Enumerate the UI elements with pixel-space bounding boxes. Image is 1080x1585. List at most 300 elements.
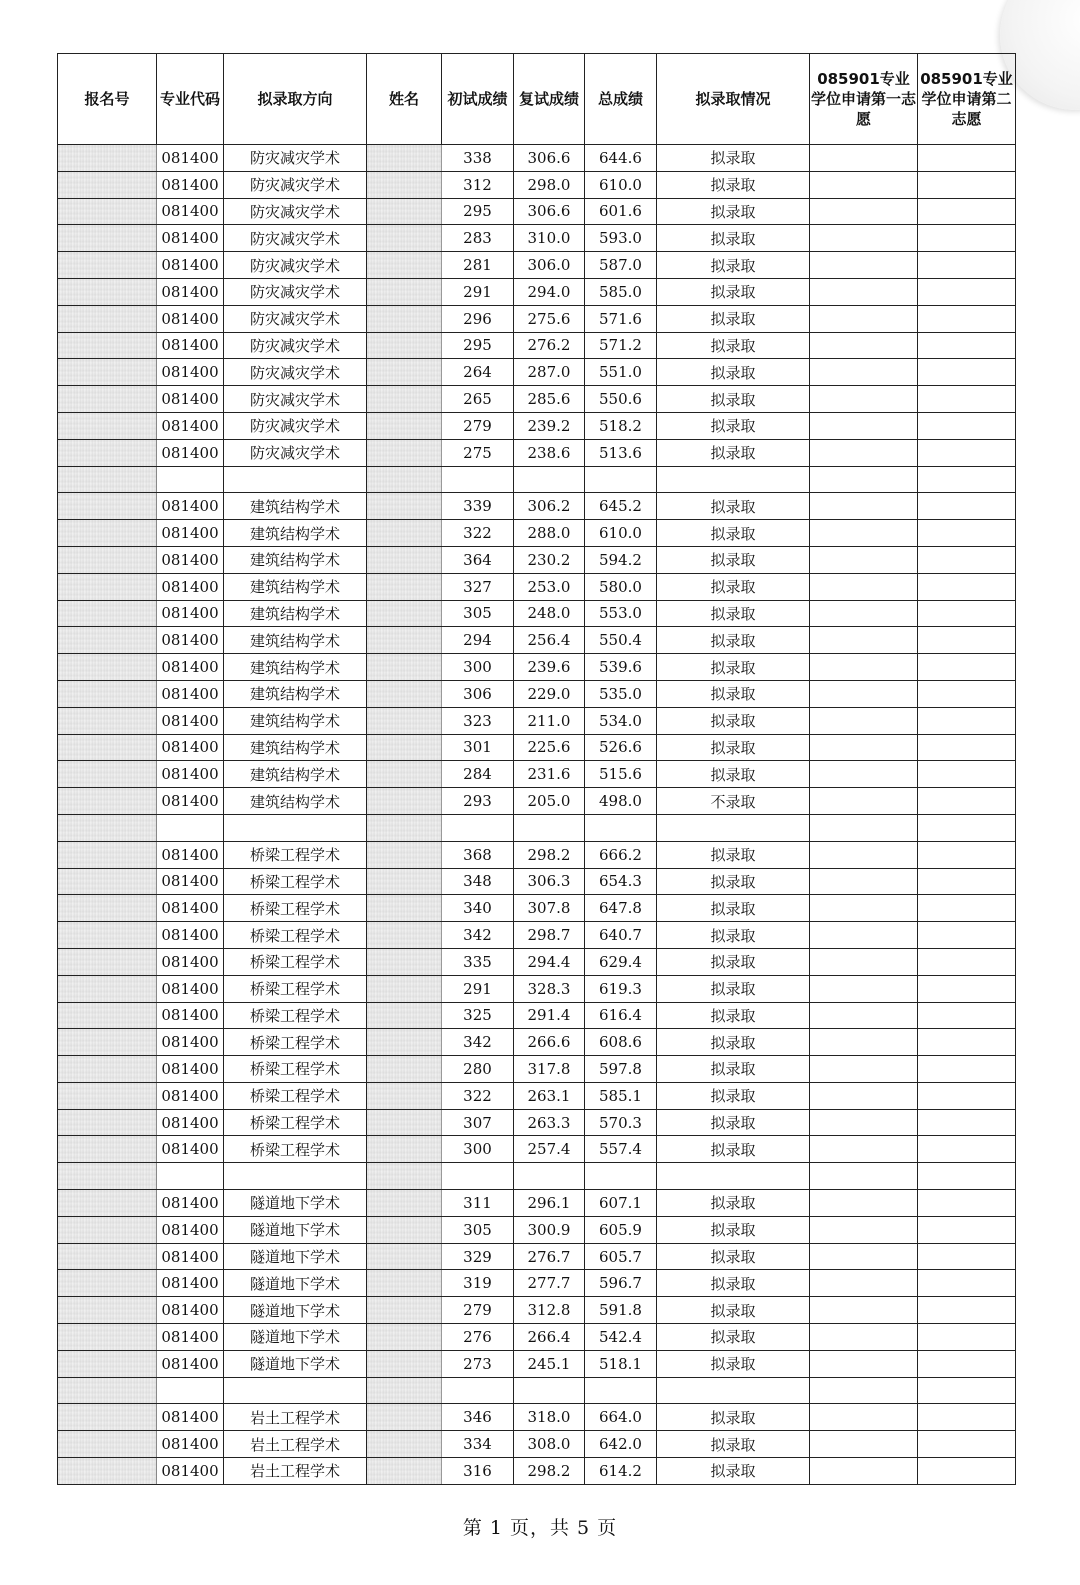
table-row: [58, 171, 1016, 198]
major-code-cell: 081400: [157, 493, 224, 520]
registration-number-cell: [58, 573, 157, 600]
header-cell: 专业代码: [157, 54, 224, 145]
direction-cell: 防灾减灾学术: [224, 305, 367, 332]
total-score-cell: [585, 1163, 657, 1190]
table-row: [58, 654, 1016, 681]
second-choice-cell: [918, 707, 1016, 734]
admission-status-cell: [657, 1163, 810, 1190]
direction-cell: 防灾减灾学术: [224, 171, 367, 198]
header-cell: 拟录取方向: [224, 54, 367, 145]
admission-status-cell: 拟录取: [657, 895, 810, 922]
admission-status-cell: 拟录取: [657, 1297, 810, 1324]
first-choice-cell: [810, 573, 918, 600]
direction-cell: 隧道地下学术: [224, 1350, 367, 1377]
total-score-cell: 596.7: [585, 1270, 657, 1297]
name-cell: [367, 814, 442, 841]
initial-score-cell: 265: [442, 386, 514, 413]
first-choice-cell: [810, 975, 918, 1002]
direction-cell: 建筑结构学术: [224, 707, 367, 734]
name-cell: [367, 975, 442, 1002]
direction-cell: 隧道地下学术: [224, 1190, 367, 1217]
retest-score-cell: 248.0: [514, 600, 585, 627]
registration-number-cell: [58, 1297, 157, 1324]
total-score-cell: 539.6: [585, 654, 657, 681]
admission-status-cell: 拟录取: [657, 1270, 810, 1297]
major-code-cell: 081400: [157, 305, 224, 332]
major-code-cell: [157, 466, 224, 493]
table-row: [58, 1190, 1016, 1217]
table-row: [58, 1297, 1016, 1324]
initial-score-cell: 368: [442, 841, 514, 868]
major-code-cell: 081400: [157, 680, 224, 707]
direction-cell: 岩土工程学术: [224, 1404, 367, 1431]
total-score-cell: 594.2: [585, 546, 657, 573]
total-score-cell: 647.8: [585, 895, 657, 922]
second-choice-cell: [918, 1029, 1016, 1056]
name-cell: [367, 1324, 442, 1351]
name-cell: [367, 1109, 442, 1136]
admission-status-cell: 拟录取: [657, 171, 810, 198]
retest-score-cell: 263.3: [514, 1109, 585, 1136]
registration-number-cell: [58, 734, 157, 761]
retest-score-cell: 312.8: [514, 1297, 585, 1324]
initial-score-cell: 346: [442, 1404, 514, 1431]
table-row: [58, 1377, 1016, 1404]
major-code-cell: 081400: [157, 573, 224, 600]
first-choice-cell: [810, 1431, 918, 1458]
name-cell: [367, 895, 442, 922]
total-score-cell: 610.0: [585, 171, 657, 198]
total-score-cell: 580.0: [585, 573, 657, 600]
first-choice-cell: [810, 1297, 918, 1324]
first-choice-cell: [810, 1082, 918, 1109]
direction-cell: 桥梁工程学术: [224, 1002, 367, 1029]
name-cell: [367, 1243, 442, 1270]
admission-status-cell: 拟录取: [657, 520, 810, 547]
total-score-cell: 550.6: [585, 386, 657, 413]
total-score-cell: 614.2: [585, 1458, 657, 1485]
second-choice-cell: [918, 680, 1016, 707]
first-choice-cell: [810, 305, 918, 332]
direction-cell: 建筑结构学术: [224, 493, 367, 520]
admission-status-cell: 拟录取: [657, 1082, 810, 1109]
retest-score-cell: 306.2: [514, 493, 585, 520]
header-cell: 初试成绩: [442, 54, 514, 145]
registration-number-cell: [58, 171, 157, 198]
retest-score-cell: 328.3: [514, 975, 585, 1002]
registration-number-cell: [58, 922, 157, 949]
first-choice-cell: [810, 895, 918, 922]
admission-status-cell: 拟录取: [657, 1350, 810, 1377]
direction-cell: 桥梁工程学术: [224, 948, 367, 975]
registration-number-cell: [58, 600, 157, 627]
registration-number-cell: [58, 1324, 157, 1351]
registration-number-cell: [58, 895, 157, 922]
name-cell: [367, 1216, 442, 1243]
name-cell: [367, 1002, 442, 1029]
major-code-cell: 081400: [157, 1404, 224, 1431]
registration-number-cell: [58, 1056, 157, 1083]
second-choice-cell: [918, 145, 1016, 172]
registration-number-cell: [58, 1270, 157, 1297]
name-cell: [367, 1431, 442, 1458]
registration-number-cell: [58, 278, 157, 305]
total-score-cell: 645.2: [585, 493, 657, 520]
table-row: [58, 198, 1016, 225]
registration-number-cell: [58, 1109, 157, 1136]
table-row: [58, 600, 1016, 627]
total-score-cell: 534.0: [585, 707, 657, 734]
page-number: 第 1 页，共 5 页: [462, 1517, 618, 1539]
major-code-cell: 081400: [157, 600, 224, 627]
second-choice-cell: [918, 305, 1016, 332]
registration-number-cell: [58, 1377, 157, 1404]
second-choice-cell: [918, 1056, 1016, 1083]
name-cell: [367, 627, 442, 654]
retest-score-cell: 318.0: [514, 1404, 585, 1431]
registration-number-cell: [58, 546, 157, 573]
second-choice-cell: [918, 1136, 1016, 1163]
retest-score-cell: [514, 1377, 585, 1404]
initial-score-cell: 329: [442, 1243, 514, 1270]
second-choice-cell: [918, 466, 1016, 493]
second-choice-cell: [918, 332, 1016, 359]
direction-cell: 防灾减灾学术: [224, 386, 367, 413]
table-row: [58, 841, 1016, 868]
retest-score-cell: 277.7: [514, 1270, 585, 1297]
retest-score-cell: 285.6: [514, 386, 585, 413]
admission-status-cell: 拟录取: [657, 654, 810, 681]
table-body: [58, 145, 1016, 1485]
table-row: [58, 359, 1016, 386]
second-choice-cell: [918, 1324, 1016, 1351]
initial-score-cell: 342: [442, 922, 514, 949]
direction-cell: [224, 466, 367, 493]
major-code-cell: 081400: [157, 145, 224, 172]
table-row: [58, 1082, 1016, 1109]
registration-number-cell: [58, 386, 157, 413]
direction-cell: 建筑结构学术: [224, 788, 367, 815]
major-code-cell: 081400: [157, 707, 224, 734]
first-choice-cell: [810, 278, 918, 305]
direction-cell: 防灾减灾学术: [224, 412, 367, 439]
initial-score-cell: 305: [442, 600, 514, 627]
major-code-cell: 081400: [157, 788, 224, 815]
direction-cell: 桥梁工程学术: [224, 1082, 367, 1109]
first-choice-cell: [810, 868, 918, 895]
registration-number-cell: [58, 1029, 157, 1056]
retest-score-cell: 225.6: [514, 734, 585, 761]
table-row: [58, 386, 1016, 413]
initial-score-cell: 305: [442, 1216, 514, 1243]
name-cell: [367, 278, 442, 305]
major-code-cell: 081400: [157, 1243, 224, 1270]
admission-status-cell: 拟录取: [657, 1216, 810, 1243]
direction-cell: 防灾减灾学术: [224, 145, 367, 172]
first-choice-cell: [810, 1377, 918, 1404]
second-choice-cell: [918, 627, 1016, 654]
direction-cell: 防灾减灾学术: [224, 252, 367, 279]
first-choice-cell: [810, 1350, 918, 1377]
second-choice-cell: [918, 814, 1016, 841]
total-score-cell: 616.4: [585, 1002, 657, 1029]
retest-score-cell: 275.6: [514, 305, 585, 332]
first-choice-cell: [810, 412, 918, 439]
name-cell: [367, 252, 442, 279]
table-row: [58, 975, 1016, 1002]
admission-status-cell: 拟录取: [657, 1190, 810, 1217]
name-cell: [367, 1270, 442, 1297]
admission-status-cell: 拟录取: [657, 841, 810, 868]
initial-score-cell: 295: [442, 332, 514, 359]
admission-status-cell: 拟录取: [657, 198, 810, 225]
major-code-cell: 081400: [157, 895, 224, 922]
second-choice-cell: [918, 520, 1016, 547]
major-code-cell: 081400: [157, 1029, 224, 1056]
major-code-cell: 081400: [157, 1002, 224, 1029]
registration-number-cell: [58, 225, 157, 252]
table-row: [58, 252, 1016, 279]
header-cell: 复试成绩: [514, 54, 585, 145]
retest-score-cell: [514, 466, 585, 493]
major-code-cell: 081400: [157, 1297, 224, 1324]
second-choice-cell: [918, 252, 1016, 279]
admission-status-cell: [657, 1377, 810, 1404]
first-choice-cell: [810, 1109, 918, 1136]
registration-number-cell: [58, 1404, 157, 1431]
major-code-cell: 081400: [157, 1431, 224, 1458]
second-choice-cell: [918, 278, 1016, 305]
direction-cell: 桥梁工程学术: [224, 975, 367, 1002]
total-score-cell: 597.8: [585, 1056, 657, 1083]
retest-score-cell: 306.0: [514, 252, 585, 279]
name-cell: [367, 1082, 442, 1109]
registration-number-cell: [58, 975, 157, 1002]
initial-score-cell: 273: [442, 1350, 514, 1377]
name-cell: [367, 145, 442, 172]
table-row: [58, 493, 1016, 520]
first-choice-cell: [810, 1190, 918, 1217]
second-choice-cell: [918, 654, 1016, 681]
registration-number-cell: [58, 1136, 157, 1163]
major-code-cell: 081400: [157, 627, 224, 654]
retest-score-cell: 298.0: [514, 171, 585, 198]
admission-status-cell: 拟录取: [657, 707, 810, 734]
major-code-cell: [157, 814, 224, 841]
initial-score-cell: 296: [442, 305, 514, 332]
admission-status-cell: 拟录取: [657, 922, 810, 949]
table-row: [58, 734, 1016, 761]
admission-status-cell: 拟录取: [657, 546, 810, 573]
registration-number-cell: [58, 332, 157, 359]
initial-score-cell: 300: [442, 654, 514, 681]
second-choice-cell: [918, 788, 1016, 815]
name-cell: [367, 1163, 442, 1190]
major-code-cell: 081400: [157, 332, 224, 359]
initial-score-cell: 279: [442, 412, 514, 439]
name-cell: [367, 1350, 442, 1377]
major-code-cell: 081400: [157, 412, 224, 439]
admission-status-cell: 拟录取: [657, 1243, 810, 1270]
initial-score-cell: [442, 1377, 514, 1404]
admission-status-cell: 不录取: [657, 788, 810, 815]
major-code-cell: [157, 1163, 224, 1190]
first-choice-cell: [810, 654, 918, 681]
retest-score-cell: 229.0: [514, 680, 585, 707]
registration-number-cell: [58, 868, 157, 895]
total-score-cell: 550.4: [585, 627, 657, 654]
name-cell: [367, 1190, 442, 1217]
admission-status-cell: 拟录取: [657, 1136, 810, 1163]
admission-status-cell: 拟录取: [657, 600, 810, 627]
admission-status-cell: 拟录取: [657, 1056, 810, 1083]
direction-cell: 隧道地下学术: [224, 1216, 367, 1243]
registration-number-cell: [58, 252, 157, 279]
second-choice-cell: [918, 546, 1016, 573]
registration-number-cell: [58, 520, 157, 547]
initial-score-cell: 275: [442, 439, 514, 466]
table-row: [58, 305, 1016, 332]
table-row: [58, 412, 1016, 439]
second-choice-cell: [918, 600, 1016, 627]
name-cell: [367, 546, 442, 573]
retest-score-cell: 298.2: [514, 841, 585, 868]
table-row: [58, 1270, 1016, 1297]
table-row: [58, 1002, 1016, 1029]
total-score-cell: 591.8: [585, 1297, 657, 1324]
table-row: [58, 948, 1016, 975]
initial-score-cell: 348: [442, 868, 514, 895]
retest-score-cell: 288.0: [514, 520, 585, 547]
retest-score-cell: 245.1: [514, 1350, 585, 1377]
name-cell: [367, 761, 442, 788]
initial-score-cell: 340: [442, 895, 514, 922]
retest-score-cell: 291.4: [514, 1002, 585, 1029]
total-score-cell: 642.0: [585, 1431, 657, 1458]
first-choice-cell: [810, 439, 918, 466]
direction-cell: 隧道地下学术: [224, 1270, 367, 1297]
registration-number-cell: [58, 359, 157, 386]
direction-cell: 桥梁工程学术: [224, 841, 367, 868]
total-score-cell: 587.0: [585, 252, 657, 279]
first-choice-cell: [810, 1136, 918, 1163]
first-choice-cell: [810, 761, 918, 788]
initial-score-cell: 293: [442, 788, 514, 815]
admission-status-cell: 拟录取: [657, 359, 810, 386]
name-cell: [367, 1056, 442, 1083]
name-cell: [367, 868, 442, 895]
admission-status-cell: 拟录取: [657, 332, 810, 359]
total-score-cell: 608.6: [585, 1029, 657, 1056]
second-choice-cell: [918, 198, 1016, 225]
initial-score-cell: 291: [442, 975, 514, 1002]
second-choice-cell: [918, 171, 1016, 198]
major-code-cell: 081400: [157, 1350, 224, 1377]
first-choice-cell: [810, 1056, 918, 1083]
retest-score-cell: 205.0: [514, 788, 585, 815]
second-choice-cell: [918, 1163, 1016, 1190]
major-code-cell: 081400: [157, 520, 224, 547]
table-row: [58, 680, 1016, 707]
total-score-cell: [585, 466, 657, 493]
name-cell: [367, 493, 442, 520]
admission-status-cell: 拟录取: [657, 305, 810, 332]
first-choice-cell: [810, 520, 918, 547]
registration-number-cell: [58, 948, 157, 975]
total-score-cell: 585.1: [585, 1082, 657, 1109]
first-choice-cell: [810, 225, 918, 252]
name-cell: [367, 466, 442, 493]
second-choice-cell: [918, 412, 1016, 439]
direction-cell: 岩土工程学术: [224, 1458, 367, 1485]
first-choice-cell: [810, 922, 918, 949]
first-choice-cell: [810, 841, 918, 868]
first-choice-cell: [810, 198, 918, 225]
header-cell: 姓名: [367, 54, 442, 145]
direction-cell: [224, 1163, 367, 1190]
total-score-cell: 498.0: [585, 788, 657, 815]
table-row: [58, 466, 1016, 493]
second-choice-cell: [918, 225, 1016, 252]
retest-score-cell: 298.7: [514, 922, 585, 949]
total-score-cell: 526.6: [585, 734, 657, 761]
first-choice-cell: [810, 493, 918, 520]
first-choice-cell: [810, 252, 918, 279]
first-choice-cell: [810, 707, 918, 734]
major-code-cell: 081400: [157, 1216, 224, 1243]
total-score-cell: 515.6: [585, 761, 657, 788]
initial-score-cell: 312: [442, 171, 514, 198]
registration-number-cell: [58, 761, 157, 788]
direction-cell: 防灾减灾学术: [224, 198, 367, 225]
initial-score-cell: 342: [442, 1029, 514, 1056]
retest-score-cell: 300.9: [514, 1216, 585, 1243]
total-score-cell: 605.7: [585, 1243, 657, 1270]
initial-score-cell: 276: [442, 1324, 514, 1351]
table-row: [58, 278, 1016, 305]
header-cell: 总成绩: [585, 54, 657, 145]
second-choice-cell: [918, 573, 1016, 600]
initial-score-cell: [442, 1163, 514, 1190]
name-cell: [367, 788, 442, 815]
total-score-cell: 666.2: [585, 841, 657, 868]
name-cell: [367, 386, 442, 413]
initial-score-cell: 301: [442, 734, 514, 761]
total-score-cell: 601.6: [585, 198, 657, 225]
retest-score-cell: 230.2: [514, 546, 585, 573]
major-code-cell: 081400: [157, 225, 224, 252]
direction-cell: 桥梁工程学术: [224, 922, 367, 949]
table-row: [58, 145, 1016, 172]
direction-cell: 桥梁工程学术: [224, 895, 367, 922]
registration-number-cell: [58, 439, 157, 466]
total-score-cell: 513.6: [585, 439, 657, 466]
major-code-cell: 081400: [157, 761, 224, 788]
first-choice-cell: [810, 1458, 918, 1485]
total-score-cell: 551.0: [585, 359, 657, 386]
first-choice-cell: [810, 627, 918, 654]
admission-status-cell: 拟录取: [657, 1002, 810, 1029]
second-choice-cell: [918, 1404, 1016, 1431]
first-choice-cell: [810, 1002, 918, 1029]
table-row: [58, 707, 1016, 734]
registration-number-cell: [58, 654, 157, 681]
second-choice-cell: [918, 1216, 1016, 1243]
major-code-cell: 081400: [157, 439, 224, 466]
admission-status-cell: 拟录取: [657, 680, 810, 707]
first-choice-cell: [810, 734, 918, 761]
direction-cell: 桥梁工程学术: [224, 1056, 367, 1083]
